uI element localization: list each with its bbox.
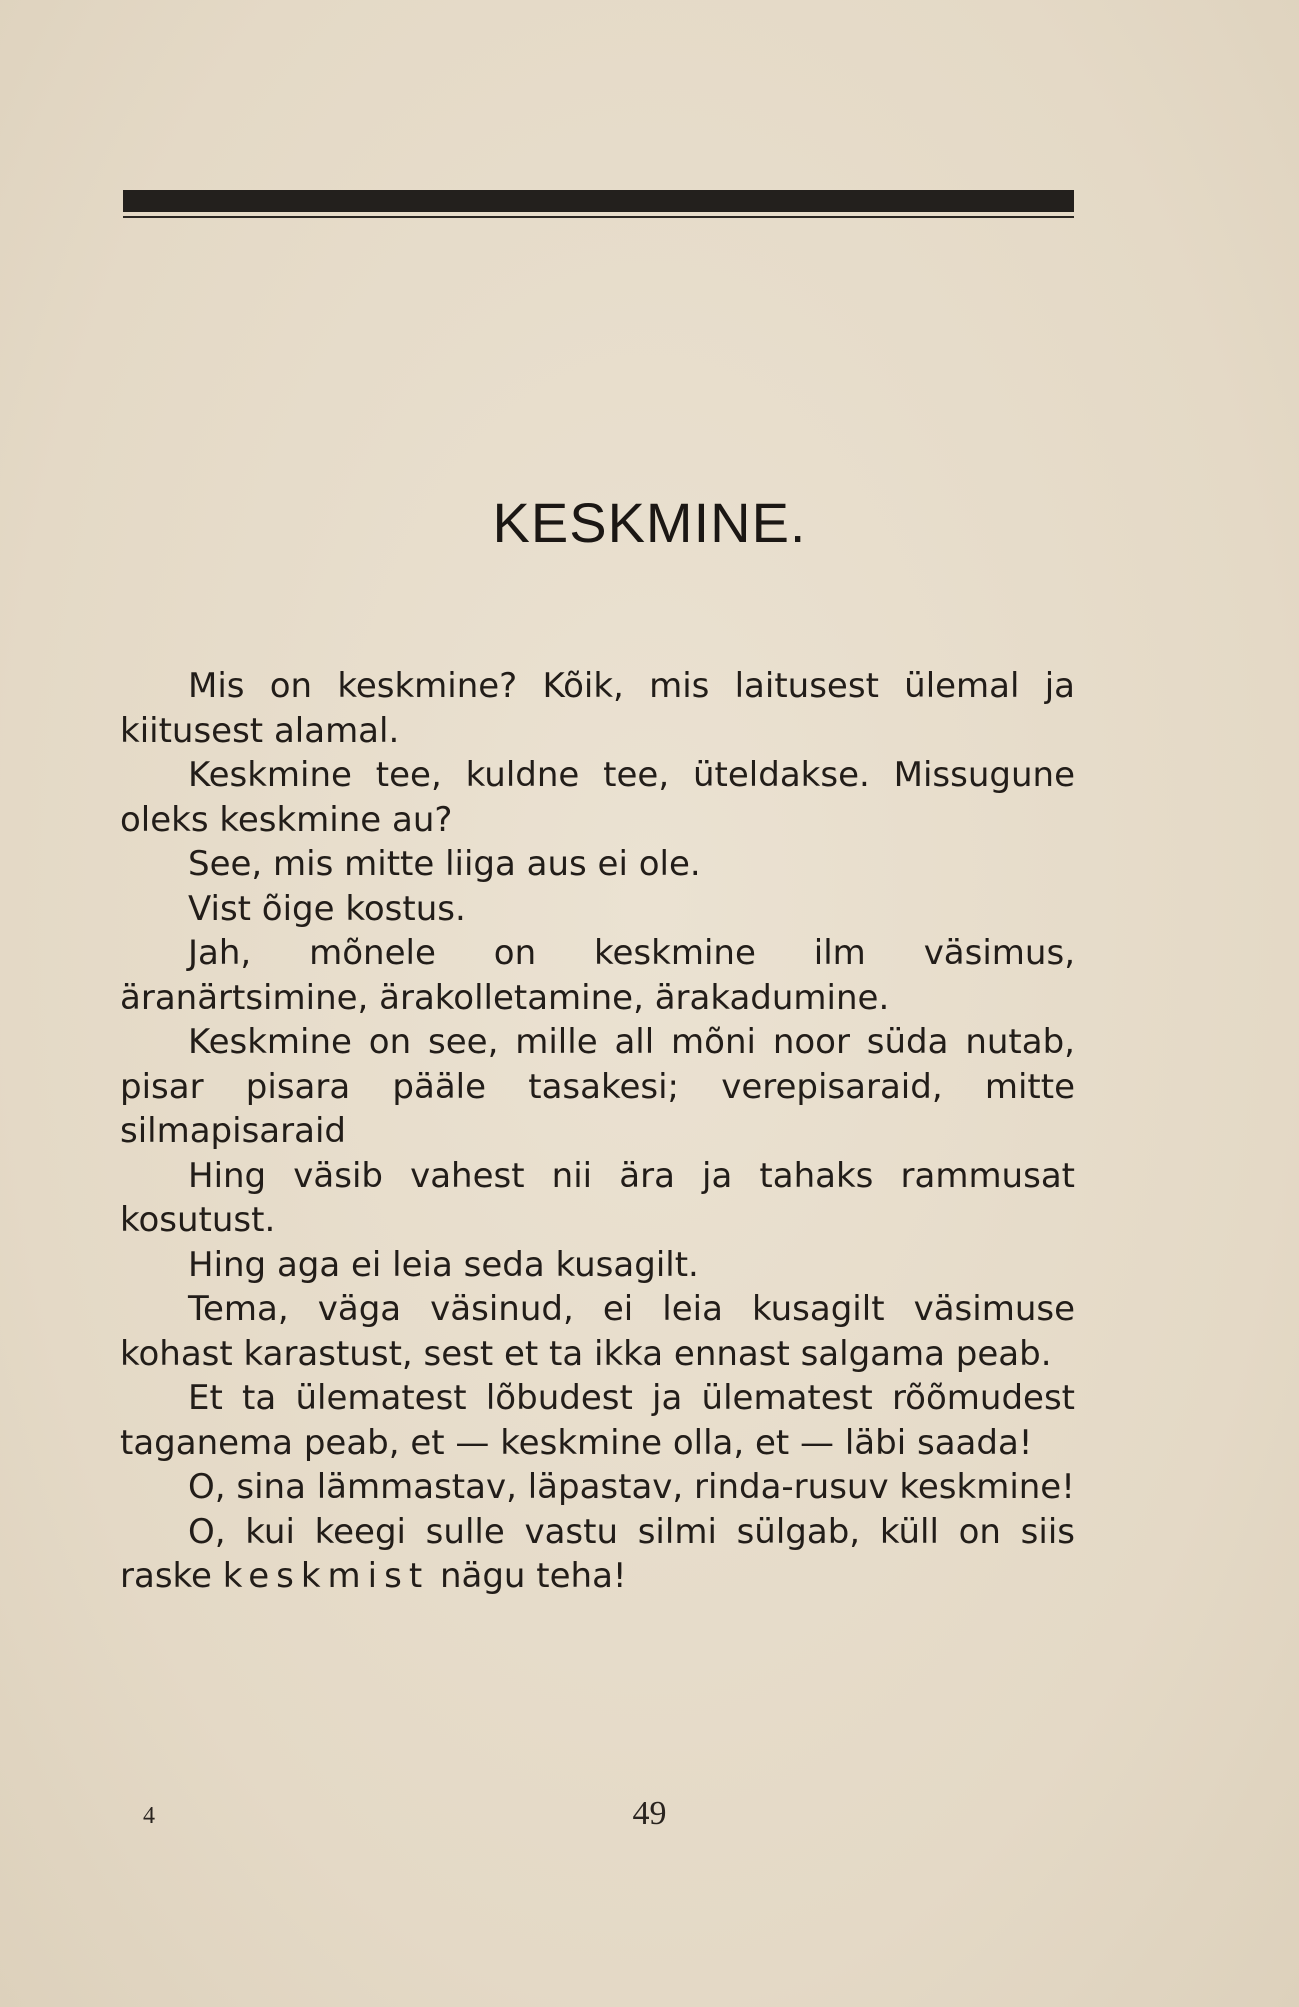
paragraph: Mis on keskmine? Kõik, mis laitusest ülemal ja kiitusest alamal. (120, 666, 1075, 751)
paragraph: Keskmine tee, kuldne tee, üteldakse. Missugune oleks keskmine au? (120, 755, 1075, 840)
paragraph-last (120, 1510, 1075, 1599)
header-rule-thick (123, 190, 1074, 212)
paragraph: Jah, mõnele on keskmine ilm väsimus, äranärtsimine, ärakolletamine, ärakadumine. (120, 933, 1075, 1018)
paragraph: O, sina lämmastav, läpastav, rinda-rusuv keskmine! (188, 1467, 1075, 1507)
body-text (120, 664, 1075, 1599)
paragraph: See, mis mitte liiga aus ei ole. (188, 844, 701, 884)
page-number: 49 (632, 1795, 667, 1832)
chapter-title: KESKMINE. (492, 491, 807, 554)
paragraph-last-after: nägu teha! (429, 1556, 627, 1596)
paragraph: Vist õige kostus. (188, 888, 466, 929)
paragraph: Hing väsib vahest nii ära ja tahaks rammusat kosutust. (120, 1155, 1075, 1240)
signature-mark: 4 (143, 1803, 155, 1829)
spaced-word: keskmist (222, 1556, 430, 1596)
paragraph: Et ta ülematest lõbudest ja ülematest rõõmudest taganema peab, et — keskmine olla, et — läbi saada! (120, 1378, 1075, 1463)
paragraph: Hing aga ei leia seda kusagilt. (188, 1244, 699, 1285)
paragraph-last-before: O, kui keegi sulle vastu silmi sülgab, küll on siis raske (120, 1511, 1075, 1596)
paragraph: Keskmine on see, mille all mõni noor süda nutab, pisar pisara pääle tasakesi; verepisaraid, mitte silmapisaraid (120, 1022, 1075, 1151)
header-rule-thin (123, 216, 1074, 218)
paragraph: Tema, väga väsinud, ei leia kusagilt väsimuse kohast karastust, sest et ta ikka ennast salgama peab. (120, 1289, 1075, 1374)
